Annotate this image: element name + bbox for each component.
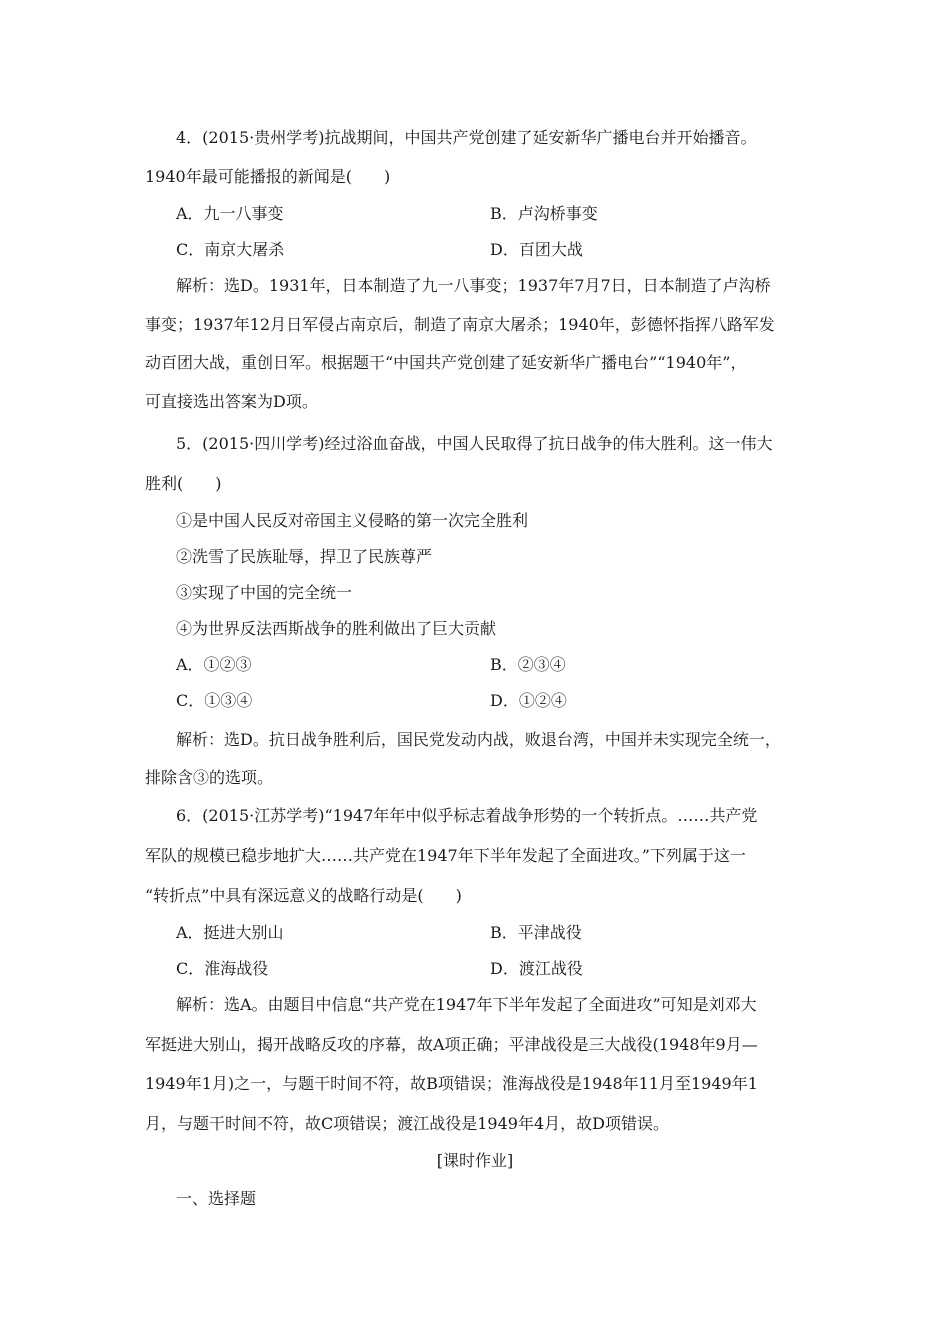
question-6-analysis-line-3: 1949年1月)之一，与题干时间不符，故B项错误；淮海战役是1948年11月至1949年1 xyxy=(145,1074,758,1093)
question-4-analysis-line-4: 可直接选出答案为D项。 xyxy=(145,392,318,411)
question-4-analysis-line-3: 动百团大战，重创日军。根据题干“中国共产党创建了延安新华广播电台”“1940年”， xyxy=(145,353,747,372)
question-5-option-b: B．②③④ xyxy=(490,655,566,674)
question-4-analysis-line-1: 解析：选D。1931年，日本制造了九一八事变；1937年7月7日，日本制造了卢沟桥 xyxy=(176,276,771,295)
question-6-stem-line-1: 6．(2015·江苏学考)“1947年年中似乎标志着战争形势的一个转折点。……共产党 xyxy=(176,806,758,825)
question-5-statement-4: ④为世界反法西斯战争的胜利做出了巨大贡献 xyxy=(176,619,497,638)
question-5-option-c: C．①③④ xyxy=(176,691,253,710)
question-5-stem-line-2: 胜利( ) xyxy=(145,474,222,493)
question-5-option-d: D．①②④ xyxy=(490,691,567,710)
subsection-title: 一、选择题 xyxy=(176,1189,257,1208)
question-5-statement-3: ③实现了中国的完全统一 xyxy=(176,583,353,602)
question-4-option-d: D．百团大战 xyxy=(490,240,583,259)
question-4-stem-line-2: 1940年最可能播报的新闻是( ) xyxy=(145,167,391,186)
question-4-stem-line-1: 4．(2015·贵州学考)抗战期间，中国共产党创建了延安新华广播电台并开始播音。 xyxy=(176,128,757,147)
question-6-option-d: D．渡江战役 xyxy=(490,959,583,978)
question-6-option-a: A．挺进大别山 xyxy=(176,923,284,942)
question-5-analysis-line-2: 排除含③的选项。 xyxy=(145,768,274,787)
question-6-analysis-line-2: 军挺进大别山，揭开战略反攻的序幕，故A项正确；平津战役是三大战役(1948年9月— xyxy=(145,1035,758,1054)
question-4-option-c: C．南京大屠杀 xyxy=(176,240,285,259)
question-5-option-a: A．①②③ xyxy=(176,655,252,674)
question-6-analysis-line-1: 解析：选A。由题目中信息“共产党在1947年下半年发起了全面进攻”可知是刘邓大 xyxy=(176,995,757,1014)
question-4-analysis-line-2: 事变；1937年12月日军侵占南京后，制造了南京大屠杀；1940年，彭德怀指挥八路军发 xyxy=(145,315,775,334)
question-6-stem-line-2: 军队的规模已稳步地扩大……共产党在1947年下半年发起了全面进攻。”下列属于这一 xyxy=(145,846,746,865)
question-5-statement-2: ②洗雪了民族耻辱，捍卫了民族尊严 xyxy=(176,547,433,566)
section-title: [课时作业] xyxy=(436,1151,514,1170)
question-5-analysis-line-1: 解析：选D。抗日战争胜利后，国民党发动内战，败退台湾，中国并未实现完全统一， xyxy=(176,730,781,749)
question-5-statement-1: ①是中国人民反对帝国主义侵略的第一次完全胜利 xyxy=(176,511,529,530)
question-6-stem-line-3: “转折点”中具有深远意义的战略行动是( ) xyxy=(145,886,462,905)
question-4-option-a: A．九一八事变 xyxy=(176,204,284,223)
question-5-stem-line-1: 5．(2015·四川学考)经过浴血奋战，中国人民取得了抗日战争的伟大胜利。这一伟大 xyxy=(176,434,773,453)
question-6-option-c: C．淮海战役 xyxy=(176,959,269,978)
question-4-option-b: B．卢沟桥事变 xyxy=(490,204,598,223)
question-6-option-b: B．平津战役 xyxy=(490,923,582,942)
question-6-analysis-line-4: 月，与题干时间不符，故C项错误；渡江战役是1949年4月，故D项错误。 xyxy=(145,1114,669,1133)
